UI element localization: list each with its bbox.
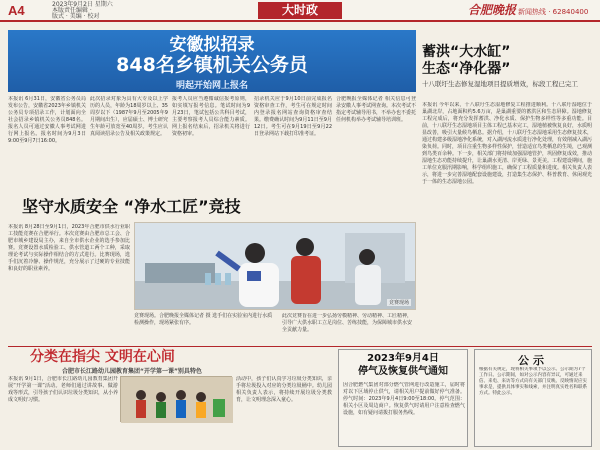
article-column — [90, 96, 168, 191]
top-story-columns — [8, 96, 416, 191]
masthead-meta-line: 本版责任编辑 · — [52, 7, 92, 14]
paper-hotline: 新闻热线 · 62840400 — [518, 8, 589, 16]
photo-caption: 竞赛现场。合肥晚报全媒体记者 摄 选手们在实验室内进行水质检测操作，现场紧张有序。 — [134, 313, 273, 326]
masthead — [0, 0, 600, 22]
hero-subhead: 明起开始网上报名 — [175, 81, 248, 91]
kindergarten-scene-illustration — [121, 377, 233, 423]
gas-notice-headline-2: 停气及恢复供气通知 — [358, 366, 448, 377]
top-story — [8, 30, 416, 190]
public-notice-box — [474, 349, 592, 447]
lab-scene-illustration — [135, 223, 416, 310]
paper-logo: 合肥晚报 — [468, 3, 517, 17]
bottom-left-headline: 分类在指尖 文明在心间 — [30, 349, 175, 365]
gas-notice-body: 因合肥燃气集团对部分燃气管网进行改造施工，届时将对以下区域停止供气，请相关用户提前做好停气准备。停气时间：2023年9月4日9:00至18:00。停气范围：相关小区及周边商户。恢复供气时请用户注意检查燃气设施，如有疑问请拨打服务热线。 — [343, 382, 465, 416]
gas-notice-box — [338, 349, 468, 447]
article-column — [8, 96, 86, 191]
right-story — [422, 30, 592, 352]
gas-notice-headline-1: 2023年9月4日 — [367, 353, 439, 364]
hero-banner — [8, 30, 416, 92]
hero-headline: 安徽拟招录 — [169, 35, 255, 55]
bottom-left-subhead: 合肥市长江路幼儿园教育集团“开学第一课”别具特色 — [62, 368, 202, 375]
article-column — [336, 96, 416, 191]
article-column — [254, 96, 332, 191]
page-number: A4 — [8, 3, 25, 18]
article-column — [172, 96, 250, 191]
public-notice-body: 根据有关规定，现将相关事项予以公示。公示期为7个工作日。公示期间，如对公示内容有异议，可通过来信、来电、来访等方式向有关部门反映。反映情况应实事求是，提供具体事实和线索，并注明真实姓名和联系方式。特此公示。 — [479, 367, 587, 396]
masthead-meta-line: 版式 · 美编 · 校对 — [52, 13, 100, 20]
mid-headline: 坚守水质安全 “净水工匠”竞技 — [22, 197, 241, 216]
article-text: 招录机关应于9月10日前完成报名资格审查工作，考生可在规定时间内登录报名网站查询资格审查结果。缴费确认时间为9月11日至9月12日。考生可在9月19日至9月22日登录网站下载打印准考证。 — [254, 96, 332, 137]
article-text: 本报讯 6月31日，安徽省公务员局发布公告，安徽省2023年乡镇机关公务员专项招录工作，计划面向全社会招录乡镇机关公务员848名。报名人员可通过安徽人事考试网进行网上报名。报名时间为9月3日9:00至9月7日16:00。 — [8, 96, 86, 144]
right-headline-line-2: 生态“净化器” — [422, 61, 511, 77]
section-tag: 大时政 — [258, 2, 342, 19]
section-divider — [8, 346, 592, 347]
right-body: 本报讯 今年以来，十八联圩生态湿地修复工程推进顺利。十八联圩湿地位于巢湖北岸，占地面积约5.6万亩，是巢湖重要的蓄洪区和生态屏障。湿地修复工程完成后，将充分发挥蓄洪、净化水质、保护生物多样性等多重功能。目前，十八联圩生态湿地项目主体工程已基本完工，湿地植被恢复良好，水质明显改善，吸引大量候鸟栖息。据介绍，十八联圩生态湿地采用生态修复技术，通过构建多级湿地净化系统，对入湖河流水质进行净化处理，有效削减入湖污染负荷。同时，项目注重生物多样性保护，营造适宜鸟类栖息的生境，已观测到鸟类百余种。下一步，相关部门将持续加强湿地管护，巩固修复成效，推动湿地生态功能持续提升，让巢湖水更清、岸更绿、景更美。工程建设期间，施工单位克服汛期影响，科学组织施工，确保了工程质量和进度。相关负责人表示，将进一步完善湿地配套设施建设，打造集生态保护、科普教育、休闲观光于一体的生态湿地公园。 — [422, 102, 592, 185]
bottom-left-body: 本报讯 9月1日，合肥市长江路幼儿园教育集团开展“开学第一课”活动。老师们通过讲故事、做游戏等形式，引导孩子们认识垃圾分类知识，从小养成文明好习惯。 — [8, 376, 118, 403]
right-headline — [422, 44, 592, 78]
masthead-meta — [52, 2, 172, 20]
article-text: 报考人员应当遵循诚信报考原则，如实填写报考信息。笔试时间为9月23日，笔试包括公共科目考试，主要考察报考人员综合能力素质。网上报名结束后，招录机关将进行资格初审。 — [172, 96, 250, 137]
bottom-left-body-2: 活动中，孩子们认真学习垃圾分类知识，亲手将垃圾投入对应的分类垃圾桶中。幼儿园相关负责人表示，将持续开展垃圾分类教育，让文明理念深入童心。 — [236, 376, 332, 403]
news-photo — [134, 222, 416, 310]
right-subhead: 十八联圩生态修复湿地项目提质增效，标段工程已完工 — [422, 80, 578, 88]
public-notice-headline: 公示 — [518, 354, 548, 367]
masthead-meta-line: 2023年9月2日 星期六 — [52, 1, 113, 8]
article-text: 合肥晚报全媒体记者 相关信息可登录安徽人事考试网查询。本次考试不指定考试辅导用书，不举办也不委托任何机构举办考试辅导培训班。 — [336, 96, 416, 123]
hero-headline-line-2: 848名乡镇机关公务员 — [116, 54, 308, 76]
right-headline-line-1: 蓄洪“大水缸” — [422, 44, 511, 60]
photo-tag: 竞赛现场 — [388, 300, 409, 306]
kindergarten-photo — [120, 376, 232, 422]
mid-right-body: 此次竞赛旨在进一步弘扬劳模精神、劳动精神、工匠精神，引导广大供水职工立足岗位、苦练技能，为保障城市供水安全贡献力量。 — [282, 313, 413, 333]
mid-left-body: 本报讯 8月28日至9月1日，2023年合肥市供水行业职工技能竞赛在合肥举行。本次竞赛由合肥市总工会、合肥市城乡建设局主办，来自全市供水企业的选手参加比赛。竞赛设置水质检验工、供水管道工两个工种，采取理论考试与实际操作相结合的方式进行。比赛现场，选手们沉着冷静、操作规范，充分展示了过硬的专业技能和良好的职业素养。 — [8, 224, 130, 272]
article-text: 此次招录对象为具有大专及以上学历的人员，年龄为18周岁以上、35周岁以下（1987年9月至2005年9月期间出生），应届硕士、博士研究生年龄可放宽至40周岁。考生应认真阅读招录公告及相关政策规定。 — [90, 96, 168, 137]
